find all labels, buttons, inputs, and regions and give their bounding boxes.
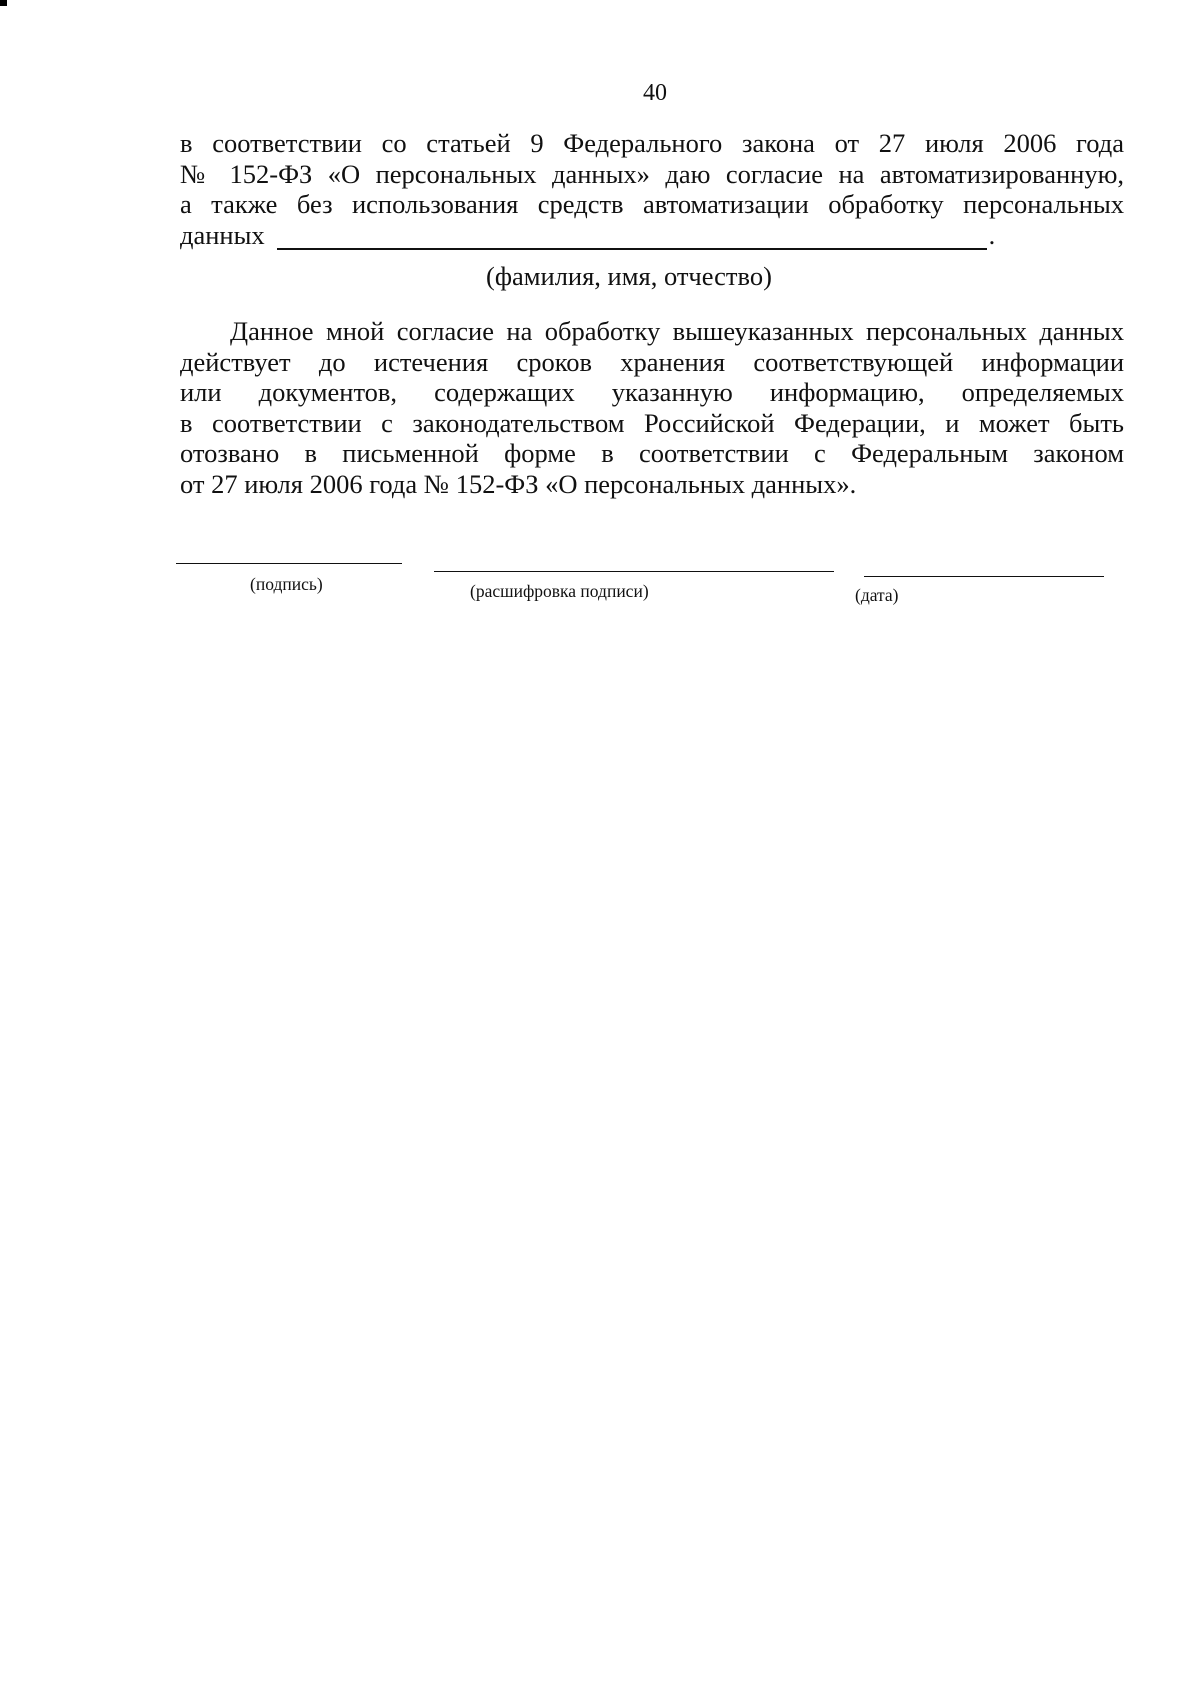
paragraph-line: отозвано в письменной форме в соответствии с Федеральным законом	[180, 438, 1124, 468]
signature-field[interactable]	[176, 563, 402, 564]
transcript-caption: (расшифровка подписи)	[470, 581, 649, 601]
fio-field[interactable]	[277, 222, 987, 250]
paragraph-line: в соответствии со статьей 9 Федерального закона от 27 июля 2006 года	[180, 128, 1124, 158]
fio-row	[180, 220, 1124, 251]
paragraph-line: действует до истечения сроков хранения соответствующей информации	[180, 346, 1124, 377]
paragraph-line: от 27 июля 2006 года № 152-ФЗ «О персональных данных».	[180, 468, 857, 499]
validity-paragraph	[180, 316, 1124, 499]
signature-transcript-field[interactable]	[434, 571, 834, 572]
date-caption: (дата)	[855, 585, 899, 605]
paragraph-line: данных	[180, 219, 265, 250]
paragraph-line: Данное мной согласие на обработку вышеуказанных персональных данных	[230, 316, 1124, 346]
paragraph-line: № 152-ФЗ «О персональных данных» даю согласие на автоматизированную,	[180, 158, 1124, 189]
paragraph-line: в соответствии с законодательством Российской Федерации, и может быть	[180, 407, 1124, 438]
paragraph-line: или документов, содержащих указанную информацию, определяемых	[180, 377, 1124, 407]
scan-corner-mark	[0, 0, 7, 6]
signature-caption: (подпись)	[250, 574, 323, 594]
fio-caption: (фамилия, имя, отчество)	[486, 261, 772, 291]
consent-paragraph	[180, 128, 1124, 250]
paragraph-line: а также без использования средств автоматизации обработку персональных	[180, 189, 1124, 219]
line-end-period: .	[988, 219, 996, 250]
page-number: 40	[643, 80, 667, 106]
date-field[interactable]	[864, 576, 1104, 577]
